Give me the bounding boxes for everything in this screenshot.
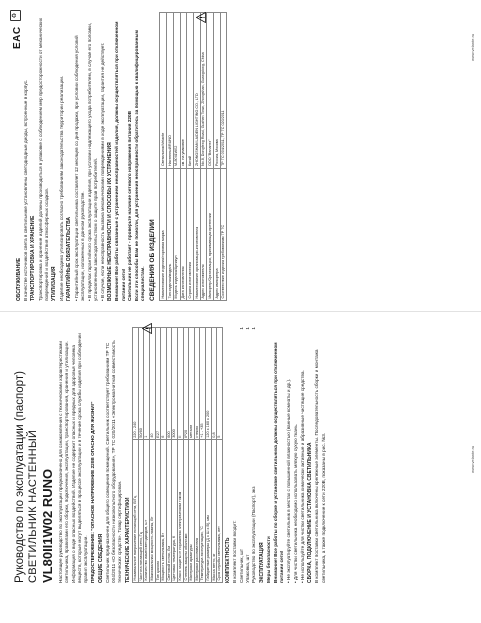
website-right: www.velante.ru [470, 33, 475, 61]
spec-value: 5 [217, 328, 223, 440]
info-label: Импортер/Организация, принимающая претензии [207, 168, 214, 300]
warranty-bullet-3: • В случае, если неисправность вызвана механическими повреждениями в ходе эксплуатации, гарантия не действует. [100, 12, 106, 301]
faults-warning: Внимание! Все работы связанные с устранением неисправностей изделия, должны осуществляться при отключенном питании сети! [114, 21, 126, 301]
info-value: VL80II1W02 [173, 13, 180, 169]
spec-label: Степень защиты оболочки [183, 440, 189, 583]
website-left: www.velante.ru [470, 445, 475, 473]
info-label: Наименование организации-изготовителя [193, 168, 200, 300]
info-label: Адрес изготовителя [200, 168, 207, 300]
info-value: Настенный/RUNO [167, 13, 174, 169]
kit-intro: В комплект поставки входит: [231, 520, 237, 583]
faults-help: Если эти способы Вам не помогли, для устранения неисправности обратитесь за помощью к квалифицированным специалистам. [134, 30, 146, 301]
spec-value: 40 [150, 328, 156, 440]
warranty-heading: ГАРАНТИЙНЫЕ ОБЯЗАТЕЛЬСТВА [66, 216, 73, 301]
spec-value: 220 - 240 [133, 328, 139, 440]
spec-label: Габаритные размеры (Д x Ш x В), мм [205, 440, 211, 583]
kit-item-qty: 1 [244, 327, 250, 330]
disposal-text: Изделие необходимо утилизировать согласно требованиям законодательства территории реализации. [58, 75, 64, 301]
usage-bullet-2: • Для чистки светильника необходимо использовать мягкую сухую ткань. [293, 327, 299, 583]
info-label: Тип изделия/модель [167, 168, 174, 300]
kit-heading: КОМПЛЕКТНОСТЬ [224, 537, 231, 583]
info-value: ТР ТС 004/2011, ТР ТС 020/2011 [220, 13, 227, 169]
info-value: Китай [187, 13, 194, 169]
kit-list [239, 327, 257, 583]
spec-label: Класс защиты от поражения электрическим током [177, 440, 183, 583]
general-heading: ОБЩИЕ СВЕДЕНИЯ [97, 533, 104, 583]
transport-heading: ТРАНСПОРТИРОВКА И ХРАНЕНИЕ [30, 215, 37, 301]
kit-item-label: Упаковка, шт [244, 554, 250, 583]
intro-text: Настоящее руководство по эксплуатации предназначено для ознакомления с техническими характеристиками светильника, правилами его сборки, подключения, эксплуатации, транспортирования, хранения и утилизации. [58, 340, 70, 583]
faults-check: Светильник не работает - проверьте наличие сетевого напряжения питания 220В [127, 110, 133, 301]
kit-item-qty: 1 [251, 327, 257, 330]
spec-value: +1 - +35 [200, 328, 206, 440]
info-row [213, 13, 220, 301]
spec-label: Световой поток, Лм [166, 440, 172, 583]
info-row [187, 13, 194, 301]
warning-triangle-icon [196, 12, 206, 23]
spec-label: Материал рассеивателя [194, 440, 200, 583]
info-row [180, 13, 187, 301]
kit-item [251, 327, 257, 583]
kit-item-qty: 1 [238, 327, 244, 330]
spec-row [217, 328, 223, 583]
hazard-info-text: Информация о виде опасных воздействий. Изделие не содержит опасных и вредных для здоровья человека веществ, которые могут выделяться в процессе эксплуатации и в течение срока службы изделия при соблюдении правил эксплуатации. [70, 333, 89, 583]
transport-text: Транспортировка и хранение изделий должны производиться в упаковке с соблюдением мер предосторожности от механических повреждений и воздействия атмосферных осадков. [37, 17, 49, 301]
spec-label: Частота питающей сети, Гц [138, 440, 144, 583]
info-label: Адрес импортера [213, 168, 220, 300]
specs-heading: ТЕХНИЧЕСКИЕ ХАРАКТЕРИСТИКИ [124, 497, 131, 583]
warning-triangle-icon [142, 323, 152, 334]
spec-label: Мощность светильника, Вт [161, 440, 167, 583]
info-row [220, 13, 227, 301]
service-text: В качестве источников света в светильнике установлены светодиодные диоды, встроенные в корпус. [22, 79, 28, 301]
spec-label: Тип цоколя [155, 440, 161, 583]
info-row [167, 13, 174, 301]
general-text: Светильник предназначен для общего освещения помещений. Светильник соответствует требованиям ТР ТС 004/2011 «О безопасности низковольтного оборудования», ТР ТС 020/2011 «Электромагнитная совместимость технических средств». Товар сертифицирован. [104, 340, 123, 583]
info-label: Страна изготовления [187, 168, 194, 300]
safety-subheading: Меры безопасности [265, 536, 271, 583]
product-info-table [159, 12, 227, 301]
spec-label: Срок службы светильника, лет [217, 440, 223, 583]
spec-value: 120 x 160 x 200 [205, 328, 211, 440]
mount-heading: СБОРКА, ПОДКЛЮЧЕНИЕ И УСТАНОВКА СВЕТИЛЬНИКА [307, 442, 314, 583]
kit-item-label: Руководство по эксплуатации (Паспорт), экз [251, 486, 257, 583]
info-label: Модель изделия/Артикул [173, 168, 180, 300]
left-column [0, 311, 481, 623]
info-value: ООО "Велантэ" [207, 13, 214, 169]
info-value: Светильник/Velante [160, 13, 167, 169]
spec-value: металл [189, 328, 195, 440]
spec-value: E27 [155, 328, 161, 440]
usage-bullet-1: • Не эксплуатируйте светильник в местах с повышенной влажностью (ванные комнаты и др.). [286, 327, 292, 583]
spec-label: Номинальное напряжение питающей сети, В/Гц [133, 440, 139, 583]
spec-value: 1 [144, 328, 150, 440]
spec-value: 6 [161, 328, 167, 440]
model-name: VL80II1W02 RUNO [40, 468, 55, 583]
eac-mark: EAC [12, 26, 23, 49]
info-heading: СВЕДЕНИЯ ОБ ИЗДЕЛИИ [149, 219, 157, 301]
spec-label: Температура эксплуатации, °C [200, 440, 206, 583]
info-row [173, 13, 180, 301]
info-value: No.8, Dongfeng Road, Guzhen Town, Zhongshan, Guangdong, China [200, 13, 207, 169]
spec-value: IP20 [183, 328, 189, 440]
info-label: Дата изготовления [180, 168, 187, 300]
spec-label: Масса нетто, кг [211, 440, 217, 583]
faults-heading: ВОЗМОЖНЫЕ НЕИСПРАВНОСТИ И СПОСОБЫ ИХ УСТРАНЕНИЯ [107, 142, 114, 301]
warranty-bullet-2: • В пределах гарантийного срока эксплуатации изделия, при условии надлежащего ухода потребителем, в случае его поломки, установленным законодательством о защите прав потребителей. [87, 12, 99, 301]
spec-value: II [177, 328, 183, 440]
usage-warning: Внимание! Все работы по сборке и установке светильника должны осуществляться при отключенном питании сети! [272, 342, 284, 583]
info-row [207, 13, 214, 301]
caution-text: ПРЕДОСТЕРЕЖЕНИЕ: "ОПАСНОЕ НАПРЯЖЕНИЕ 220В ОПАСНО ДЛЯ ЖИЗНИ!" [90, 401, 96, 583]
info-value: см. на упаковке [180, 13, 187, 169]
spec-value: 0,8 [211, 328, 217, 440]
info-label: Наименование изделия/торговая марка [160, 168, 167, 300]
spec-label: Количество ламп/светодиодов, шт [144, 440, 150, 583]
document-title: Руководство по эксплуатации (паспорт) [14, 371, 26, 583]
info-value: Россия, Москва [213, 13, 220, 169]
spec-value: 600 [166, 328, 172, 440]
warranty-bullet-1: • Гарантийный срок эксплуатации светильника составляет 12 месяцев со дня продажи, при условии соблюдения условий эксплуатации, изложенных в данном руководстве. [74, 12, 86, 301]
kit-item-label: Светильник, шт [238, 549, 244, 583]
usage-heading: ЭКСПЛУАТАЦИЯ [258, 542, 265, 583]
recycle-icon: ♻ [10, 10, 21, 21]
spec-value: стекло [194, 328, 200, 440]
disposal-heading: УТИЛИЗАЦИЯ [51, 266, 58, 301]
spec-label: Максимальная мощность лампы, Вт [150, 440, 156, 583]
spec-value: 3000 [172, 328, 178, 440]
spec-label: Материал арматуры [189, 440, 195, 583]
info-value: ZHONGSHAN LAIDEN LIGHTING CO., LTD [193, 13, 200, 169]
usage-bullet-3: • Не используйте для чистки светильника химически активные и абразивные чистящие средства. [300, 327, 306, 583]
info-row [200, 13, 207, 301]
spec-value: 50/60 [138, 328, 144, 440]
right-column [0, 0, 481, 311]
mount-text: В комплект поставки светильника включены крепежные элементы. Последовательность сборки и монтажа светильника, а также подключение к сети 220В, показаны в рис. №3. [314, 349, 326, 583]
product-type: СВЕТИЛЬНИК НАСТЕННЫЙ [27, 429, 39, 583]
service-heading: ОБСЛУЖИВАНИЕ [15, 257, 22, 301]
info-label: Соответствие изделия требованиям ТР ТС [220, 168, 227, 300]
specs-table [132, 327, 223, 583]
info-row [193, 13, 200, 301]
info-row [160, 13, 167, 301]
spec-label: Цветовая температура, К [172, 440, 178, 583]
